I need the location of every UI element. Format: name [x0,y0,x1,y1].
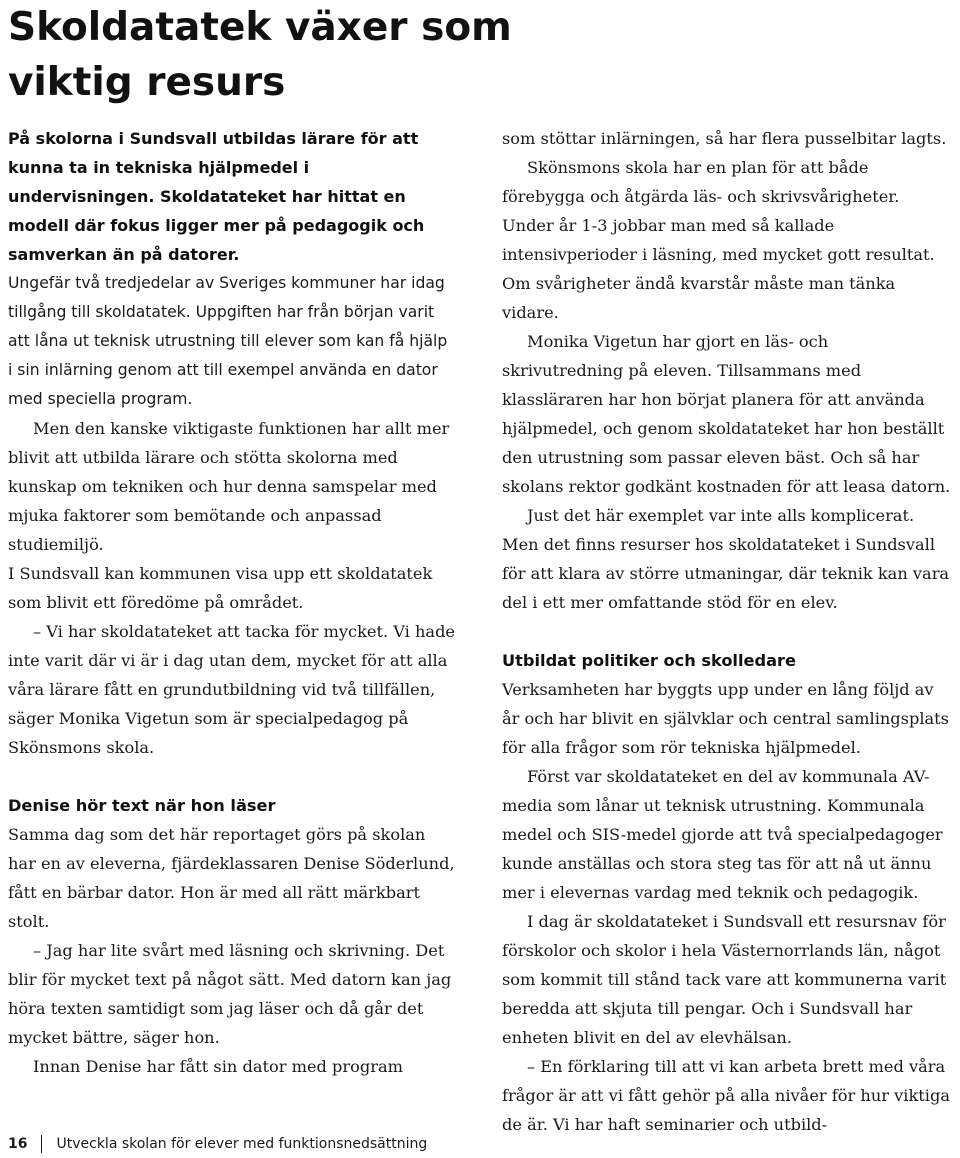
body-paragraph: Innan Denise har fått sin dator med program [33,1057,404,1076]
body-paragraph: Monika Vigetun har gjort en läs- och skrivutredning på eleven. Tillsammans med klassläraren har hon börjat planera för att använda hjälpmedel, och genom skoldatateket har hon beställt den utrustning som passar eleven bäst. Och så har skolans rektor godkänt kostnaden för att leasa datorn. [502,332,951,496]
page-footer [8,1134,427,1154]
right-column [502,124,954,1139]
body-paragraph: I Sundsvall kan kommunen visa upp ett skoldatatek som blivit ett föredöme på området. [8,564,433,612]
left-column [8,124,456,1081]
quote-paragraph: – Jag har lite svårt med läsning och skrivning. Det blir för mycket text på något sätt. Med datorn kan jag höra texten samtidigt som jag läser och då går det mycket bättre, säger hon. [8,941,452,1047]
quote-paragraph: – En förklaring till att vi kan arbeta brett med våra frågor är att vi fått gehör på alla nivåer för hur viktiga de är. Vi har haft seminarier och utbild- [502,1057,950,1134]
subheading-denise: Denise hör text när hon läser [8,796,276,815]
subheading-politiker: Utbildat politiker och skolledare [502,651,796,670]
body-paragraph: Verksamheten har byggts upp under en lång följd av år och har blivit en självklar och central samlingsplats för alla frågor som rör tekniska hjälpmedel. [502,680,949,757]
page-number: 16 [8,1136,28,1152]
body-paragraph: Just det här exemplet var inte alls komplicerat. Men det finns resurser hos skoldatateket i Sundsvall för att klara av större utmaningar, där teknik kan vara del i ett mer omfattande stöd för en elev. [502,506,950,612]
body-paragraph: Först var skoldatateket en del av kommunala AV-media som lånar ut teknisk utrustning. Kommunala medel och SIS-medel gjorde att två specialpedagoger kunde anställas och stora steg tas för att nå ut ännu mer i elevernas vardag med teknik och pedagogik. [502,767,943,902]
footer-divider [41,1135,42,1153]
article-lead: På skolorna i Sundsvall utbildas lärare för att kunna ta in tekniska hjälpmedel i undervisningen. Skoldatateket har hittat en modell där fokus ligger mer på pedagogik och samverkan än på datorer. [8,129,425,264]
body-paragraph: Samma dag som det här reportaget görs på skolan har en av eleverna, fjärdeklassaren Denise Söderlund, fått en bärbar dator. Hon är med all rätt märkbart stolt. [8,825,455,931]
quote-paragraph: – Vi har skoldatateket att tacka för mycket. Vi hade inte varit där vi är i dag utan dem, mycket för att alla våra lärare fått en grundutbildning vid två tillfällen, säger Monika Vigetun som är specialpedagog på Skönsmons skola. [8,622,456,757]
article-title: Skoldatatek växer som viktig resurs [8,5,512,105]
body-paragraph: som stöttar inlärningen, så har flera pusselbitar lagts. [502,129,947,148]
body-paragraph: I dag är skoldatateket i Sundsvall ett resursnav för förskolor och skolor i hela Västernorrlands län, något som kommit till stånd tack vare att kommunerna varit beredda att skjuta till pengar. Och i Sundsvall har enheten blivit en del av elevhälsan. [502,912,947,1047]
publication-title: Utveckla skolan för elever med funktionsnedsättning [56,1136,428,1152]
intro-paragraph: Ungefär två tredjedelar av Sveriges kommuner har idag tillgång till skoldatatek. Uppgiften har från början varit att låna ut teknisk utrustning till elever som kan få hjälp i sin inlärning genom att till exempel använda en dator med speciella program. [8,274,448,408]
intro-text [8,269,456,414]
body-paragraph: Skönsmons skola har en plan för att både förebygga och åtgärda läs- och skrivsvårigheter. Under år 1-3 jobbar man med så kallade intensivperioder i läsning, med mycket gott resultat. Om svårigheter ändå kvarstår måste man tänka vidare. [502,158,935,322]
body-paragraph: Men den kanske viktigaste funktionen har allt mer blivit att utbilda lärare och stötta skolorna med kunskap om tekniken och hur denna samspelar med mjuka faktorer som bemötande och anpassad studiemiljö. [8,419,450,554]
